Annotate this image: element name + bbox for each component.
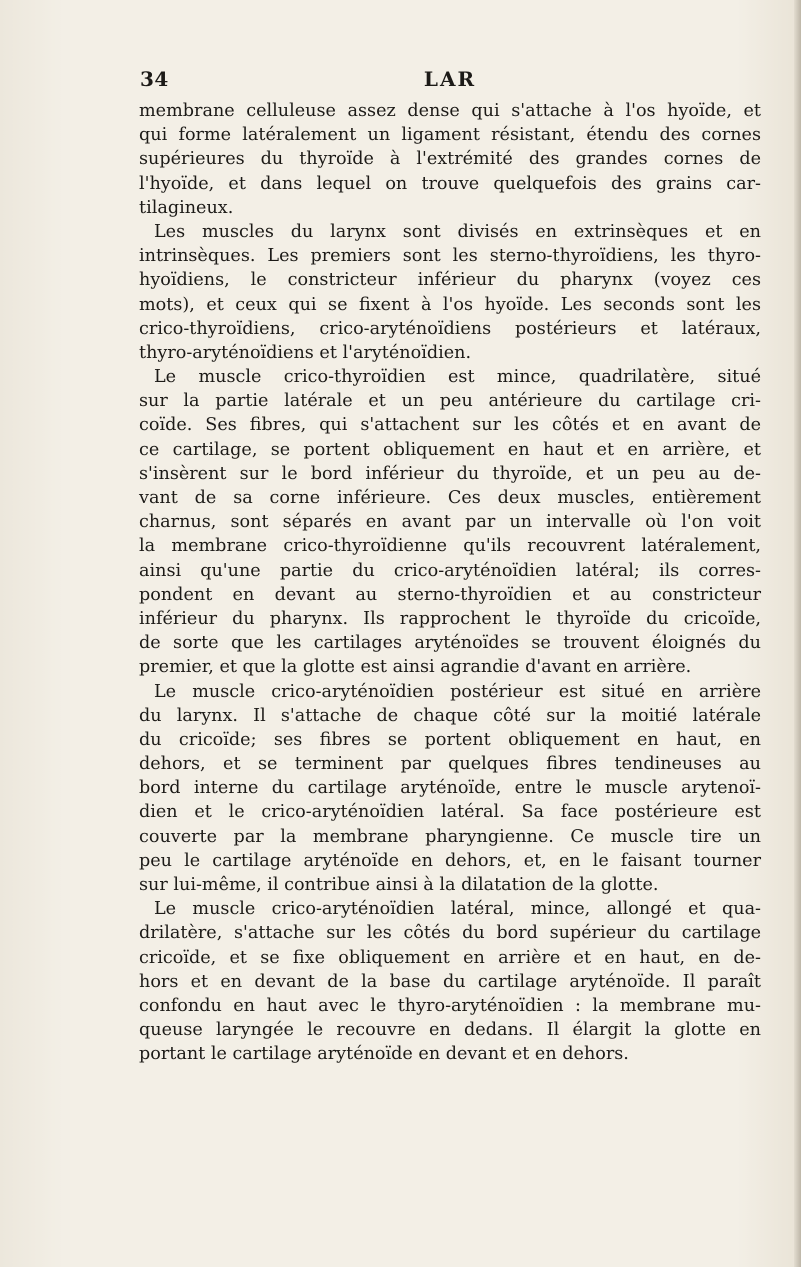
text-line: peu le cartilage aryténoïde en dehors, et, en le faisant tourner xyxy=(139,850,761,871)
text-line: dien et le crico-aryténoïdien latéral. Sa face postérieure est xyxy=(139,802,761,823)
paragraph-start: Le muscle crico-aryténoïdien postérieur est situé en arrière xyxy=(154,681,761,702)
text-line: dehors, et se terminent par quelques fibres tendineuses au xyxy=(139,754,761,775)
text-line: du cricoïde; ses fibres se portent obliquement en haut, en xyxy=(139,729,761,750)
text-line: premier, et que la glotte est ainsi agrandie d'avant en arrière. xyxy=(139,657,692,678)
text-line: bord interne du cartilage aryténoïde, entre le muscle arytenoï- xyxy=(139,778,761,799)
page-number: 34 xyxy=(140,67,169,91)
text-line: tilagineux. xyxy=(139,197,234,218)
text-line: couverte par la membrane pharyngienne. Ce muscle tire un xyxy=(139,826,761,847)
text-line: du larynx. Il s'attache de chaque côté sur la moitié latérale xyxy=(139,705,761,726)
text-line: drilatère, s'attache sur les côtés du bord supérieur du cartilage xyxy=(139,923,761,944)
text-line: ce cartilage, se portent obliquement en haut et en arrière, et xyxy=(139,439,761,460)
text-line: hyoïdiens, le constricteur inférieur du pharynx (voyez ces xyxy=(139,270,761,291)
page-edge-shadow xyxy=(794,0,801,1267)
running-head: LAR xyxy=(423,67,477,91)
text-line: ainsi qu'une partie du crico-aryténoïdien latéral; ils corres- xyxy=(139,560,761,581)
text-line: crico-thyroïdiens, crico-aryténoïdiens postérieurs et latéraux, xyxy=(139,318,761,339)
text-line: thyro-aryténoïdiens et l'aryténoïdien. xyxy=(139,342,472,363)
text-line: mots), et ceux qui se fixent à l'os hyoïde. Les seconds sont les xyxy=(139,294,761,315)
body-text xyxy=(139,99,761,1067)
text-line: cricoïde, et se fixe obliquement en arrière et en haut, en de- xyxy=(139,947,761,968)
text-line: de sorte que les cartilages aryténoïdes se trouvent éloignés du xyxy=(139,633,761,654)
text-line: confondu en haut avec le thyro-aryténoïdien : la membrane mu- xyxy=(139,995,761,1016)
text-line: pondent en devant au sterno-thyroïdien et au constricteur xyxy=(139,584,761,605)
text-line: la membrane crico-thyroïdienne qu'ils recouvrent latéralement, xyxy=(139,536,761,557)
text-line: s'insèrent sur le bord inférieur du thyroïde, et un peu au de- xyxy=(139,463,761,484)
text-line: l'hyoïde, et dans lequel on trouve quelquefois des grains car- xyxy=(139,173,761,194)
text-line: hors et en devant de la base du cartilage aryténoïde. Il paraît xyxy=(139,971,761,992)
paragraph-start: Les muscles du larynx sont divisés en extrinsèques et en xyxy=(154,221,761,242)
text-line: charnus, sont séparés en avant par un intervalle où l'on voit xyxy=(139,512,761,533)
paragraph-start: Le muscle crico-aryténoïdien latéral, mince, allongé et qua- xyxy=(154,899,761,920)
text-line: coïde. Ses fibres, qui s'attachent sur les côtés et en avant de xyxy=(139,415,761,436)
text-line: sur la partie latérale et un peu antérieure du cartilage cri- xyxy=(139,391,761,412)
text-line: queuse laryngée le recouvre en dedans. Il élargit la glotte en xyxy=(139,1020,761,1041)
text-line: membrane celluleuse assez dense qui s'attache à l'os hyoïde, et xyxy=(139,101,761,121)
text-line: qui forme latéralement un ligament résistant, étendu des cornes xyxy=(139,125,761,146)
text-line: intrinsèques. Les premiers sont les sterno-thyroïdiens, les thyro- xyxy=(139,246,761,267)
text-line: vant de sa corne inférieure. Ces deux muscles, entièrement xyxy=(139,488,761,508)
paragraph-start: Le muscle crico-thyroïdien est mince, quadrilatère, situé xyxy=(154,367,761,388)
text-line: supérieures du thyroïde à l'extrémité des grandes cornes de xyxy=(139,149,761,170)
text-line: inférieur du pharynx. Ils rapprochent le thyroïde du cricoïde, xyxy=(139,608,761,629)
page-header xyxy=(140,67,760,93)
text-line: sur lui-même, il contribue ainsi à la dilatation de la glotte. xyxy=(139,875,659,895)
text-line: portant le cartilage aryténoïde en devant et en dehors. xyxy=(139,1044,629,1065)
